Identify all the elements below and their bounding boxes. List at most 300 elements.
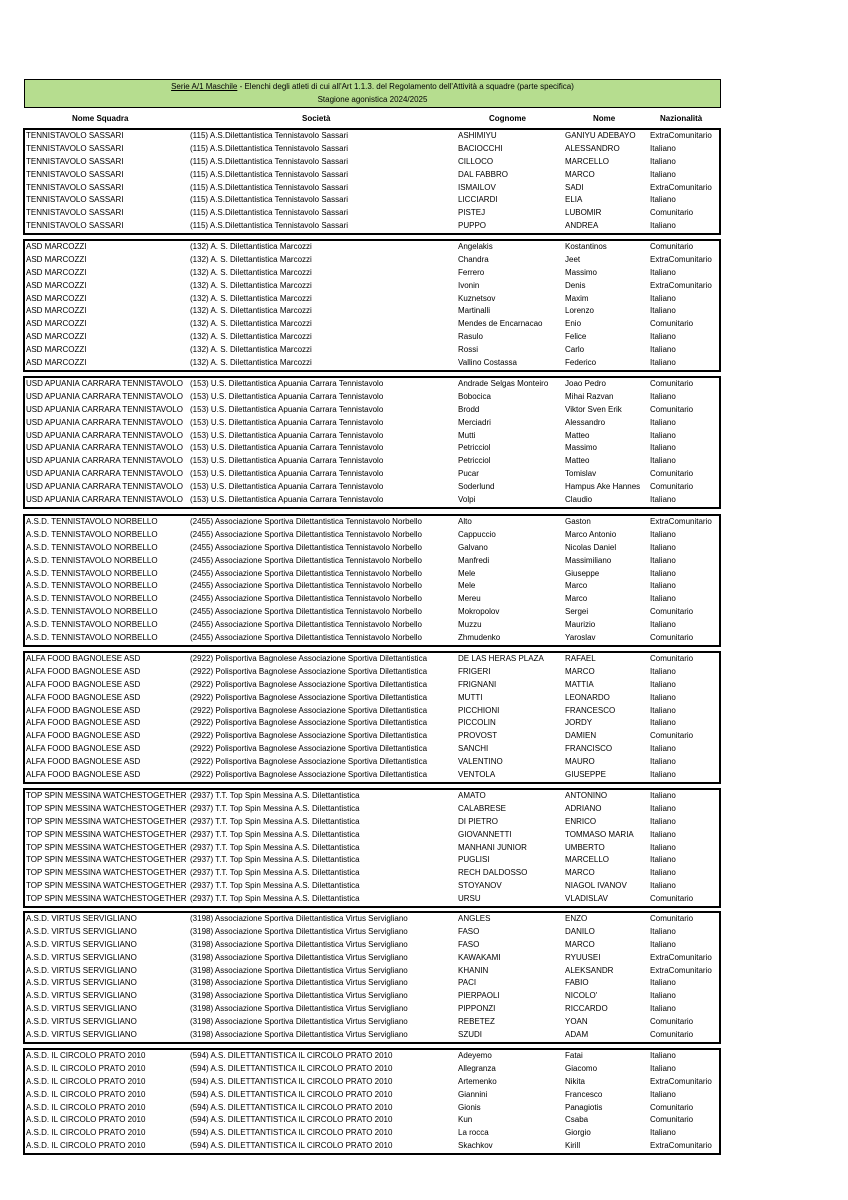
club-name-cell: (594) A.S. DILETTANTISTICA IL CIRCOLO PRATO 2010 xyxy=(190,1076,393,1086)
surname-cell: DAL FABBRO xyxy=(458,169,508,179)
club-name-cell: (594) A.S. DILETTANTISTICA IL CIRCOLO PRATO 2010 xyxy=(190,1089,393,1099)
club-name-cell: (132) A. S. Dilettantistica Marcozzi xyxy=(190,280,312,290)
club-name-cell: (153) U.S. Dilettantistica Apuania Carrara Tennistavolo xyxy=(190,443,384,453)
team-name-cell: TOP SPIN MESSINA WATCHESTOGETHER xyxy=(26,829,186,839)
nationality-cell: Comunitario xyxy=(650,633,694,643)
surname-cell: Andrade Selgas Monteiro xyxy=(458,379,549,388)
team-name-cell: ASD MARCOZZI xyxy=(26,293,87,303)
first-name-cell: Gaston xyxy=(565,517,591,526)
team-name-cell: A.S.D. IL CIRCOLO PRATO 2010 xyxy=(26,1141,146,1151)
surname-cell: PIPPONZI xyxy=(458,1004,496,1014)
table-row xyxy=(25,619,719,632)
team-name-cell: USD APUANIA CARRARA TENNISTAVOLO xyxy=(26,404,183,414)
surname-cell: SZUDI xyxy=(458,1030,482,1040)
table-row xyxy=(25,468,719,481)
surname-cell: FRIGNANI xyxy=(458,679,497,689)
first-name-cell: Marco xyxy=(565,594,588,604)
first-name-cell: DAMIEN xyxy=(565,731,597,741)
team-name-cell: A.S.D. TENNISTAVOLO NORBELLO xyxy=(26,581,158,591)
column-header-name: Nome xyxy=(593,114,616,123)
team-name-cell: TENNISTAVOLO SASSARI xyxy=(26,208,124,218)
first-name-cell: FABIO xyxy=(565,978,589,988)
team-group xyxy=(23,651,721,784)
table-row xyxy=(25,494,719,507)
first-name-cell: LEONARDO xyxy=(565,692,610,702)
team-name-cell: A.S.D. TENNISTAVOLO NORBELLO xyxy=(26,633,158,643)
team-name-cell: USD APUANIA CARRARA TENNISTAVOLO xyxy=(26,430,183,440)
team-name-cell: TOP SPIN MESSINA WATCHESTOGETHER xyxy=(26,881,186,891)
surname-cell: FRIGERI xyxy=(458,666,491,676)
club-name-cell: (2455) Associazione Sportiva Dilettantistica Tennistavolo Norbello xyxy=(190,581,422,591)
table-row xyxy=(25,169,719,182)
table-row xyxy=(25,305,719,318)
team-name-cell: A.S.D. IL CIRCOLO PRATO 2010 xyxy=(26,1076,146,1086)
club-name-cell: (153) U.S. Dilettantistica Apuania Carrara Tennistavolo xyxy=(190,379,384,388)
surname-cell: PROVOST xyxy=(458,731,498,741)
first-name-cell: ADAM xyxy=(565,1030,589,1040)
surname-cell: VALENTINO xyxy=(458,757,503,767)
club-name-cell: (3198) Associazione Sportiva Dilettantistica Virtus Servigliano xyxy=(190,914,408,923)
nationality-cell: Italiano xyxy=(650,679,676,689)
team-name-cell: ASD MARCOZZI xyxy=(26,267,87,277)
surname-cell: FASO xyxy=(458,939,480,949)
nationality-cell: ExtraComunitario xyxy=(650,965,712,975)
nationality-cell: Comunitario xyxy=(650,607,694,617)
nationality-cell: Italiano xyxy=(650,267,676,277)
table-row xyxy=(25,293,719,306)
surname-cell: KAWAKAMI xyxy=(458,952,501,962)
nationality-cell: Comunitario xyxy=(650,482,694,492)
nationality-cell: Italiano xyxy=(650,978,676,988)
nationality-cell: Italiano xyxy=(650,620,676,630)
table-row xyxy=(25,1140,719,1153)
first-name-cell: Matteo xyxy=(565,430,590,440)
first-name-cell: ALESSANDRO xyxy=(565,143,620,153)
club-name-cell: (2922) Polisportiva Bagnolese Associazione Sportiva Dilettantistica xyxy=(190,731,428,741)
table-row xyxy=(25,880,719,893)
first-name-cell: Yaroslav xyxy=(565,633,596,643)
team-group xyxy=(23,911,721,1044)
team-name-cell: A.S.D. IL CIRCOLO PRATO 2010 xyxy=(26,1089,146,1099)
nationality-cell: Comunitario xyxy=(650,1017,694,1027)
surname-cell: CILLOCO xyxy=(458,156,494,166)
nationality-cell: Italiano xyxy=(650,868,676,878)
club-name-cell: (2455) Associazione Sportiva Dilettantistica Tennistavolo Norbello xyxy=(190,517,422,526)
table-row xyxy=(25,977,719,990)
surname-cell: Zhmudenko xyxy=(458,633,501,643)
nationality-cell: ExtraComunitario xyxy=(650,1141,712,1151)
club-name-cell: (2455) Associazione Sportiva Dilettantistica Tennistavolo Norbello xyxy=(190,594,422,604)
team-name-cell: TENNISTAVOLO SASSARI xyxy=(26,195,124,205)
surname-cell: Rasulo xyxy=(458,332,483,342)
team-name-cell: ASD MARCOZZI xyxy=(26,332,87,342)
club-name-cell: (132) A. S. Dilettantistica Marcozzi xyxy=(190,293,312,303)
first-name-cell: Hampus Ake Hannes xyxy=(565,482,641,492)
table-row xyxy=(25,692,719,705)
table-row xyxy=(25,990,719,1003)
surname-cell: PICCHIONI xyxy=(458,705,500,715)
nationality-cell: Italiano xyxy=(650,744,676,754)
team-name-cell: A.S.D. TENNISTAVOLO NORBELLO xyxy=(26,607,158,617)
table-row xyxy=(25,1050,719,1063)
nationality-cell: Italiano xyxy=(650,881,676,891)
team-name-cell: A.S.D. VIRTUS SERVIGLIANO xyxy=(26,926,137,936)
team-name-cell: A.S.D. TENNISTAVOLO NORBELLO xyxy=(26,529,158,539)
surname-cell: BACIOCCHI xyxy=(458,143,503,153)
team-name-cell: A.S.D. VIRTUS SERVIGLIANO xyxy=(26,991,137,1001)
nationality-cell: Italiano xyxy=(650,581,676,591)
club-name-cell: (115) A.S.Dilettantistica Tennistavolo Sassari xyxy=(190,143,349,153)
surname-cell: MANHANI JUNIOR xyxy=(458,842,527,852)
first-name-cell: Giuseppe xyxy=(565,568,600,578)
table-row xyxy=(25,404,719,417)
team-name-cell: ASD MARCOZZI xyxy=(26,254,87,264)
first-name-cell: ANDREA xyxy=(565,221,599,231)
first-name-cell: Denis xyxy=(565,280,586,290)
team-name-cell: USD APUANIA CARRARA TENNISTAVOLO xyxy=(26,469,183,479)
team-name-cell: TOP SPIN MESSINA WATCHESTOGETHER xyxy=(26,842,186,852)
team-name-cell: ASD MARCOZZI xyxy=(26,319,87,329)
table-row xyxy=(25,568,719,581)
nationality-cell: Italiano xyxy=(650,926,676,936)
team-name-cell: TENNISTAVOLO SASSARI xyxy=(26,143,124,153)
club-name-cell: (2455) Associazione Sportiva Dilettantistica Tennistavolo Norbello xyxy=(190,529,422,539)
club-name-cell: (2937) T.T. Top Spin Messina A.S. Dilettantistica xyxy=(190,881,360,891)
team-name-cell: TENNISTAVOLO SASSARI xyxy=(26,221,124,231)
first-name-cell: Kirill xyxy=(565,1141,581,1151)
team-name-cell: ALFA FOOD BAGNOLESE ASD xyxy=(26,770,141,780)
team-name-cell: USD APUANIA CARRARA TENNISTAVOLO xyxy=(26,495,183,505)
team-name-cell: USD APUANIA CARRARA TENNISTAVOLO xyxy=(26,482,183,492)
first-name-cell: Giacomo xyxy=(565,1063,598,1073)
surname-cell: LICCIARDI xyxy=(458,195,498,205)
surname-cell: Vallino Costassa xyxy=(458,358,517,368)
table-row xyxy=(25,182,719,195)
first-name-cell: Carlo xyxy=(565,345,585,355)
first-name-cell: Fatai xyxy=(565,1051,583,1060)
first-name-cell: RYUUSEI xyxy=(565,952,601,962)
surname-cell: ISMAILOV xyxy=(458,182,496,192)
table-row xyxy=(25,280,719,293)
club-name-cell: (2937) T.T. Top Spin Messina A.S. Dilettantistica xyxy=(190,829,360,839)
club-name-cell: (2922) Polisportiva Bagnolese Associazione Sportiva Dilettantistica xyxy=(190,692,428,702)
nationality-cell: Italiano xyxy=(650,842,676,852)
first-name-cell: Alessandro xyxy=(565,417,606,427)
sheet-title-link[interactable]: Serie A/1 Maschile xyxy=(171,82,238,91)
club-name-cell: (153) U.S. Dilettantistica Apuania Carrara Tennistavolo xyxy=(190,469,384,479)
club-name-cell: (132) A. S. Dilettantistica Marcozzi xyxy=(190,319,312,329)
club-name-cell: (153) U.S. Dilettantistica Apuania Carrara Tennistavolo xyxy=(190,404,384,414)
table-row xyxy=(25,730,719,743)
surname-cell: MUTTI xyxy=(458,692,483,702)
surname-cell: PACI xyxy=(458,978,477,988)
surname-cell: Artemenko xyxy=(458,1076,497,1086)
table-row xyxy=(25,220,719,233)
table-row xyxy=(25,926,719,939)
table-row xyxy=(25,1016,719,1029)
surname-cell: Kuznetsov xyxy=(458,293,496,303)
table-row xyxy=(25,555,719,568)
table-row xyxy=(25,790,719,803)
table-row xyxy=(25,481,719,494)
first-name-cell: ALEKSANDR xyxy=(565,965,614,975)
club-name-cell: (594) A.S. DILETTANTISTICA IL CIRCOLO PRATO 2010 xyxy=(190,1115,393,1125)
first-name-cell: MATTIA xyxy=(565,679,594,689)
nationality-cell: Italiano xyxy=(650,855,676,865)
nationality-cell: Italiano xyxy=(650,391,676,401)
surname-cell: Adeyemo xyxy=(458,1051,492,1060)
nationality-cell: Italiano xyxy=(650,568,676,578)
team-name-cell: A.S.D. TENNISTAVOLO NORBELLO xyxy=(26,594,158,604)
first-name-cell: FRANCISCO xyxy=(565,744,613,754)
first-name-cell: UMBERTO xyxy=(565,842,605,852)
surname-cell: La rocca xyxy=(458,1128,489,1138)
nationality-cell: Italiano xyxy=(650,345,676,355)
team-name-cell: ALFA FOOD BAGNOLESE ASD xyxy=(26,718,141,728)
table-row xyxy=(25,516,719,529)
nationality-cell: Italiano xyxy=(650,430,676,440)
nationality-cell: Comunitario xyxy=(650,404,694,414)
nationality-cell: Comunitario xyxy=(650,319,694,329)
nationality-cell: Italiano xyxy=(650,143,676,153)
nationality-cell: Italiano xyxy=(650,757,676,767)
nationality-cell: Comunitario xyxy=(650,914,694,923)
nationality-cell: Comunitario xyxy=(650,654,694,663)
first-name-cell: Kostantinos xyxy=(565,242,607,251)
team-name-cell: A.S.D. IL CIRCOLO PRATO 2010 xyxy=(26,1128,146,1138)
first-name-cell: ENZO xyxy=(565,914,588,923)
nationality-cell: Italiano xyxy=(650,495,676,505)
team-name-cell: USD APUANIA CARRARA TENNISTAVOLO xyxy=(26,417,183,427)
sheet-title-box xyxy=(24,79,721,108)
team-name-cell: A.S.D. VIRTUS SERVIGLIANO xyxy=(26,952,137,962)
table-row xyxy=(25,679,719,692)
nationality-cell: Italiano xyxy=(650,1128,676,1138)
surname-cell: AMATO xyxy=(458,791,486,800)
team-name-cell: A.S.D. VIRTUS SERVIGLIANO xyxy=(26,939,137,949)
team-name-cell: A.S.D. VIRTUS SERVIGLIANO xyxy=(26,978,137,988)
table-row xyxy=(25,593,719,606)
table-row xyxy=(25,357,719,370)
club-name-cell: (132) A. S. Dilettantistica Marcozzi xyxy=(190,306,312,316)
surname-cell: Angelakis xyxy=(458,242,493,251)
club-name-cell: (115) A.S.Dilettantistica Tennistavolo Sassari xyxy=(190,182,349,192)
first-name-cell: MARCO xyxy=(565,666,595,676)
nationality-cell: Italiano xyxy=(650,594,676,604)
nationality-cell: Italiano xyxy=(650,666,676,676)
team-name-cell: TENNISTAVOLO SASSARI xyxy=(26,169,124,179)
table-row xyxy=(25,842,719,855)
table-row xyxy=(25,743,719,756)
table-row xyxy=(25,207,719,220)
club-name-cell: (3198) Associazione Sportiva Dilettantistica Virtus Servigliano xyxy=(190,926,408,936)
first-name-cell: Massimiliano xyxy=(565,555,612,565)
first-name-cell: Marco Antonio xyxy=(565,529,617,539)
first-name-cell: RICCARDO xyxy=(565,1004,608,1014)
surname-cell: Merciadri xyxy=(458,417,491,427)
club-name-cell: (2922) Polisportiva Bagnolese Associazione Sportiva Dilettantistica xyxy=(190,654,428,663)
surname-cell: PUGLISI xyxy=(458,855,490,865)
nationality-cell: Comunitario xyxy=(650,731,694,741)
surname-cell: Rossi xyxy=(458,345,479,355)
club-name-cell: (115) A.S.Dilettantistica Tennistavolo Sassari xyxy=(190,131,349,140)
club-name-cell: (2937) T.T. Top Spin Messina A.S. Dilettantistica xyxy=(190,842,360,852)
table-row xyxy=(25,939,719,952)
nationality-cell: Italiano xyxy=(650,718,676,728)
nationality-cell: Comunitario xyxy=(650,1115,694,1125)
club-name-cell: (3198) Associazione Sportiva Dilettantistica Virtus Servigliano xyxy=(190,1004,408,1014)
team-name-cell: TENNISTAVOLO SASSARI xyxy=(26,182,124,192)
column-header-team: Nome Squadra xyxy=(72,114,129,123)
table-row xyxy=(25,542,719,555)
club-name-cell: (594) A.S. DILETTANTISTICA IL CIRCOLO PRATO 2010 xyxy=(190,1063,393,1073)
club-name-cell: (3198) Associazione Sportiva Dilettantistica Virtus Servigliano xyxy=(190,991,408,1001)
first-name-cell: Marco xyxy=(565,581,588,591)
first-name-cell: VLADISLAV xyxy=(565,894,608,904)
team-name-cell: TOP SPIN MESSINA WATCHESTOGETHER xyxy=(26,868,186,878)
nationality-cell: Italiano xyxy=(650,1089,676,1099)
table-row xyxy=(25,156,719,169)
table-row xyxy=(25,893,719,906)
club-name-cell: (2937) T.T. Top Spin Messina A.S. Dilettantistica xyxy=(190,791,360,800)
nationality-cell: Comunitario xyxy=(650,379,694,388)
table-row xyxy=(25,1063,719,1076)
surname-cell: RECH DALDOSSO xyxy=(458,868,528,878)
first-name-cell: ANTONINO xyxy=(565,791,608,800)
surname-cell: Mendes de Encarnacao xyxy=(458,319,543,329)
table-row xyxy=(25,653,719,666)
table-row xyxy=(25,1089,719,1102)
nationality-cell: Italiano xyxy=(650,770,676,780)
club-name-cell: (3198) Associazione Sportiva Dilettantistica Virtus Servigliano xyxy=(190,978,408,988)
team-name-cell: ASD MARCOZZI xyxy=(26,280,87,290)
first-name-cell: SADI xyxy=(565,182,584,192)
surname-cell: Petricciol xyxy=(458,456,491,466)
table-row xyxy=(25,854,719,867)
surname-cell: Mereu xyxy=(458,594,481,604)
first-name-cell: Enio xyxy=(565,319,582,329)
sheet-title-text: - Elenchi degli atleti di cui all'Art 1.1.3. del Regolamento dell'Attività a squadre (parte specifica) xyxy=(237,82,574,91)
surname-cell: Skachkov xyxy=(458,1141,493,1151)
team-name-cell: TENNISTAVOLO SASSARI xyxy=(26,156,124,166)
first-name-cell: FRANCESCO xyxy=(565,705,616,715)
table-row xyxy=(25,580,719,593)
team-name-cell: A.S.D. TENNISTAVOLO NORBELLO xyxy=(26,517,158,526)
team-name-cell: A.S.D. IL CIRCOLO PRATO 2010 xyxy=(26,1102,146,1112)
first-name-cell: Nicolas Daniel xyxy=(565,542,617,552)
first-name-cell: ELIA xyxy=(565,195,583,205)
surname-cell: Pucar xyxy=(458,469,479,479)
club-name-cell: (115) A.S.Dilettantistica Tennistavolo Sassari xyxy=(190,221,349,231)
surname-cell: Galvano xyxy=(458,542,488,552)
surname-cell: PICCOLIN xyxy=(458,718,496,728)
team-name-cell: ALFA FOOD BAGNOLESE ASD xyxy=(26,757,141,767)
nationality-cell: Italiano xyxy=(650,306,676,316)
table-row xyxy=(25,143,719,156)
table-row xyxy=(25,717,719,730)
club-name-cell: (2922) Polisportiva Bagnolese Associazione Sportiva Dilettantistica xyxy=(190,757,428,767)
surname-cell: Volpi xyxy=(458,495,476,505)
surname-cell: GIOVANNETTI xyxy=(458,829,512,839)
table-row xyxy=(25,769,719,782)
nationality-cell: Italiano xyxy=(650,417,676,427)
first-name-cell: DANILO xyxy=(565,926,595,936)
first-name-cell: RAFAEL xyxy=(565,654,596,663)
first-name-cell: YOAN xyxy=(565,1017,588,1027)
surname-cell: PISTEJ xyxy=(458,208,486,218)
club-name-cell: (2455) Associazione Sportiva Dilettantistica Tennistavolo Norbello xyxy=(190,542,422,552)
first-name-cell: Sergei xyxy=(565,607,589,617)
club-name-cell: (2455) Associazione Sportiva Dilettantistica Tennistavolo Norbello xyxy=(190,568,422,578)
club-name-cell: (2455) Associazione Sportiva Dilettantistica Tennistavolo Norbello xyxy=(190,607,422,617)
club-name-cell: (153) U.S. Dilettantistica Apuania Carrara Tennistavolo xyxy=(190,495,384,505)
team-name-cell: ASD MARCOZZI xyxy=(26,306,87,316)
table-row xyxy=(25,417,719,430)
surname-cell: Ferrero xyxy=(458,267,485,277)
team-name-cell: TOP SPIN MESSINA WATCHESTOGETHER xyxy=(26,803,186,813)
table-row xyxy=(25,1127,719,1140)
club-name-cell: (132) A. S. Dilettantistica Marcozzi xyxy=(190,358,312,368)
first-name-cell: MAURO xyxy=(565,757,595,767)
team-name-cell: A.S.D. VIRTUS SERVIGLIANO xyxy=(26,1004,137,1014)
team-name-cell: ASD MARCOZZI xyxy=(26,345,87,355)
table-row xyxy=(25,666,719,679)
table-row xyxy=(25,606,719,619)
team-name-cell: A.S.D. TENNISTAVOLO NORBELLO xyxy=(26,555,158,565)
first-name-cell: Maurizio xyxy=(565,620,596,630)
first-name-cell: Lorenzo xyxy=(565,306,594,316)
team-name-cell: TOP SPIN MESSINA WATCHESTOGETHER xyxy=(26,855,186,865)
surname-cell: Petricciol xyxy=(458,443,491,453)
club-name-cell: (2922) Polisportiva Bagnolese Associazione Sportiva Dilettantistica xyxy=(190,744,428,754)
nationality-cell: ExtraComunitario xyxy=(650,952,712,962)
surname-cell: SANCHI xyxy=(458,744,489,754)
surname-cell: Martinalli xyxy=(458,306,491,316)
nationality-cell: Comunitario xyxy=(650,242,694,251)
first-name-cell: Tomislav xyxy=(565,469,597,479)
nationality-cell: ExtraComunitario xyxy=(650,280,712,290)
club-name-cell: (2922) Polisportiva Bagnolese Associazione Sportiva Dilettantistica xyxy=(190,666,428,676)
first-name-cell: Massimo xyxy=(565,443,598,453)
nationality-cell: Italiano xyxy=(650,358,676,368)
surname-cell: Bobocica xyxy=(458,391,491,401)
surname-cell: Alto xyxy=(458,517,472,526)
team-group xyxy=(23,1048,721,1155)
first-name-cell: NIAGOL IVANOV xyxy=(565,881,627,891)
nationality-cell: Italiano xyxy=(650,293,676,303)
nationality-cell: Italiano xyxy=(650,705,676,715)
first-name-cell: JORDY xyxy=(565,718,593,728)
table-row xyxy=(25,254,719,267)
first-name-cell: Viktor Sven Erik xyxy=(565,404,622,414)
club-name-cell: (2937) T.T. Top Spin Messina A.S. Dilettantistica xyxy=(190,855,360,865)
club-name-cell: (594) A.S. DILETTANTISTICA IL CIRCOLO PRATO 2010 xyxy=(190,1141,393,1151)
first-name-cell: Massimo xyxy=(565,267,598,277)
team-name-cell: A.S.D. VIRTUS SERVIGLIANO xyxy=(26,1030,137,1040)
club-name-cell: (3198) Associazione Sportiva Dilettantistica Virtus Servigliano xyxy=(190,965,408,975)
club-name-cell: (132) A. S. Dilettantistica Marcozzi xyxy=(190,332,312,342)
club-name-cell: (2922) Polisportiva Bagnolese Associazione Sportiva Dilettantistica xyxy=(190,718,428,728)
surname-cell: Soderlund xyxy=(458,482,495,492)
first-name-cell: MARCO xyxy=(565,169,595,179)
team-name-cell: ALFA FOOD BAGNOLESE ASD xyxy=(26,692,141,702)
first-name-cell: Panagiotis xyxy=(565,1102,603,1112)
nationality-cell: Italiano xyxy=(650,156,676,166)
club-name-cell: (594) A.S. DILETTANTISTICA IL CIRCOLO PRATO 2010 xyxy=(190,1051,393,1060)
table-row xyxy=(25,1076,719,1089)
team-name-cell: TOP SPIN MESSINA WATCHESTOGETHER xyxy=(26,791,186,800)
team-name-cell: USD APUANIA CARRARA TENNISTAVOLO xyxy=(26,379,183,388)
